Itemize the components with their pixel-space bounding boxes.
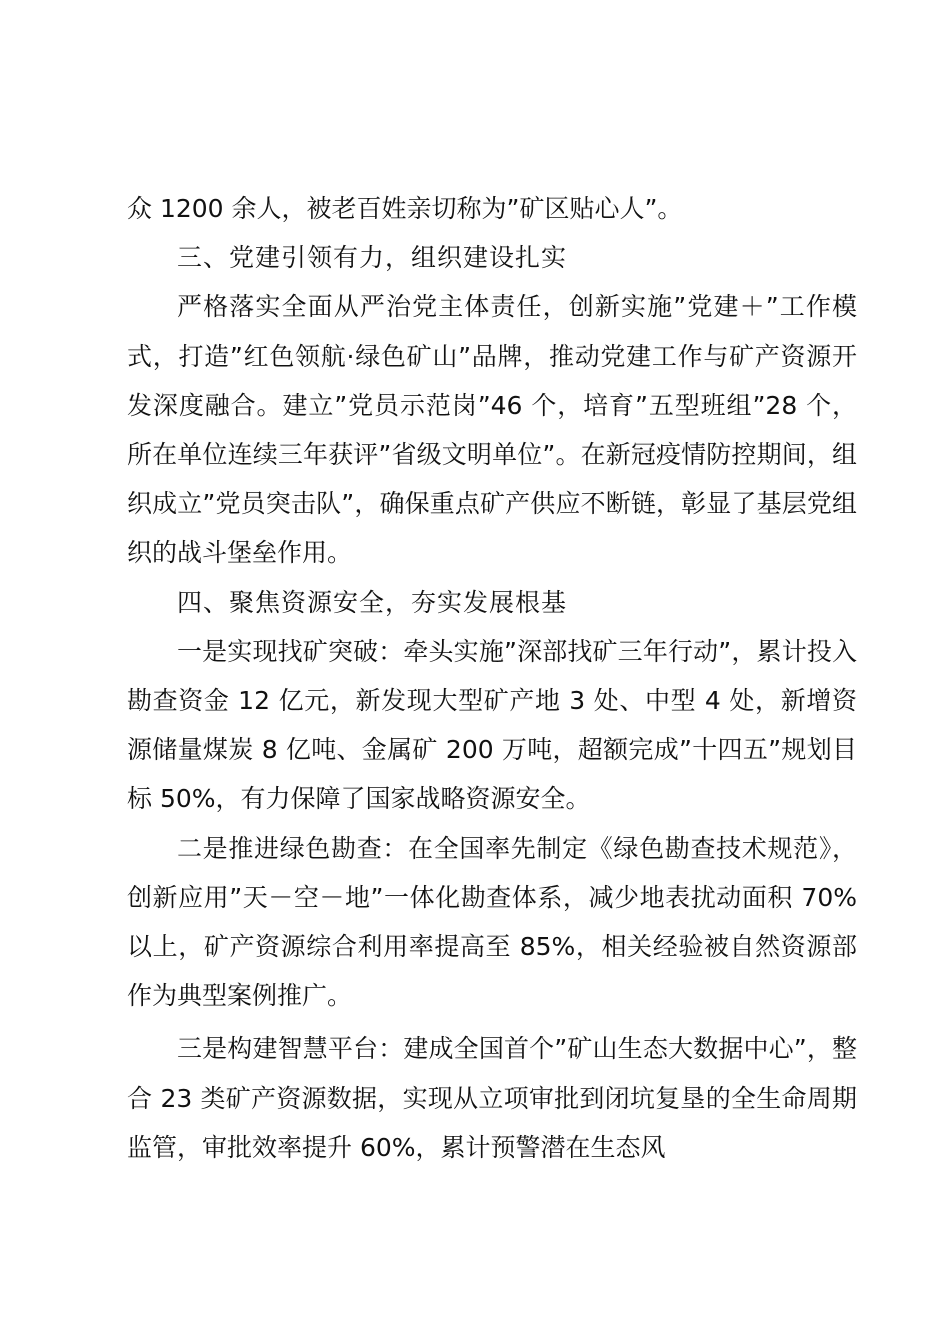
section-heading-four: 四、聚焦资源安全，夯实发展根基 xyxy=(177,587,568,617)
paragraph-smart-platform: 三是构建智慧平台：建成全国首个”矿山生态大数据中心”，整合 23 类矿产资源数据，实现从立项审批到闭坑复垦的全生命周期监管，审批效率提升 60%，累计预警潜在生态风 xyxy=(127,1034,857,1162)
paragraph-continuation: 众 1200 余人，被老百姓亲切称为”矿区贴心人”。 xyxy=(127,194,683,223)
paragraph-green-exploration: 二是推进绿色勘查：在全国率先制定《绿色勘查技术规范》，创新应用”天－空－地”一体化勘查体系，减少地表扰动面积 70%以上，矿产资源综合利用率提高至 85%，相关经验被自然资源部作为典型案例推广。 xyxy=(127,833,857,1011)
paragraph-exploration-breakthrough: 一是实现找矿突破：牵头实施”深部找矿三年行动”，累计投入勘查资金 12 亿元，新发现大型矿产地 3 处、中型 4 处，新增资源储量煤炭 8 亿吨、金属矿 200 万吨，超额完成”十四五”规划目标 50%，有力保障了国家战略资源安全。 xyxy=(127,636,857,814)
paragraph-party-building: 严格落实全面从严治党主体责任，创新实施”党建＋”工作模式，打造”红色领航·绿色矿山”品牌，推动党建工作与矿产资源开发深度融合。建立”党员示范岗”46 个，培育”五型班组”28 个，所在单位连续三年获评”省级文明单位”。在新冠疫情防控期间，组织成立”党员突击队”，确保重点矿产供应不断链，彰显了基层党组织的战斗堡垒作用。 xyxy=(127,292,857,568)
document-body xyxy=(127,184,857,1172)
section-heading-three: 三、党建引领有力，组织建设扎实 xyxy=(177,243,568,273)
